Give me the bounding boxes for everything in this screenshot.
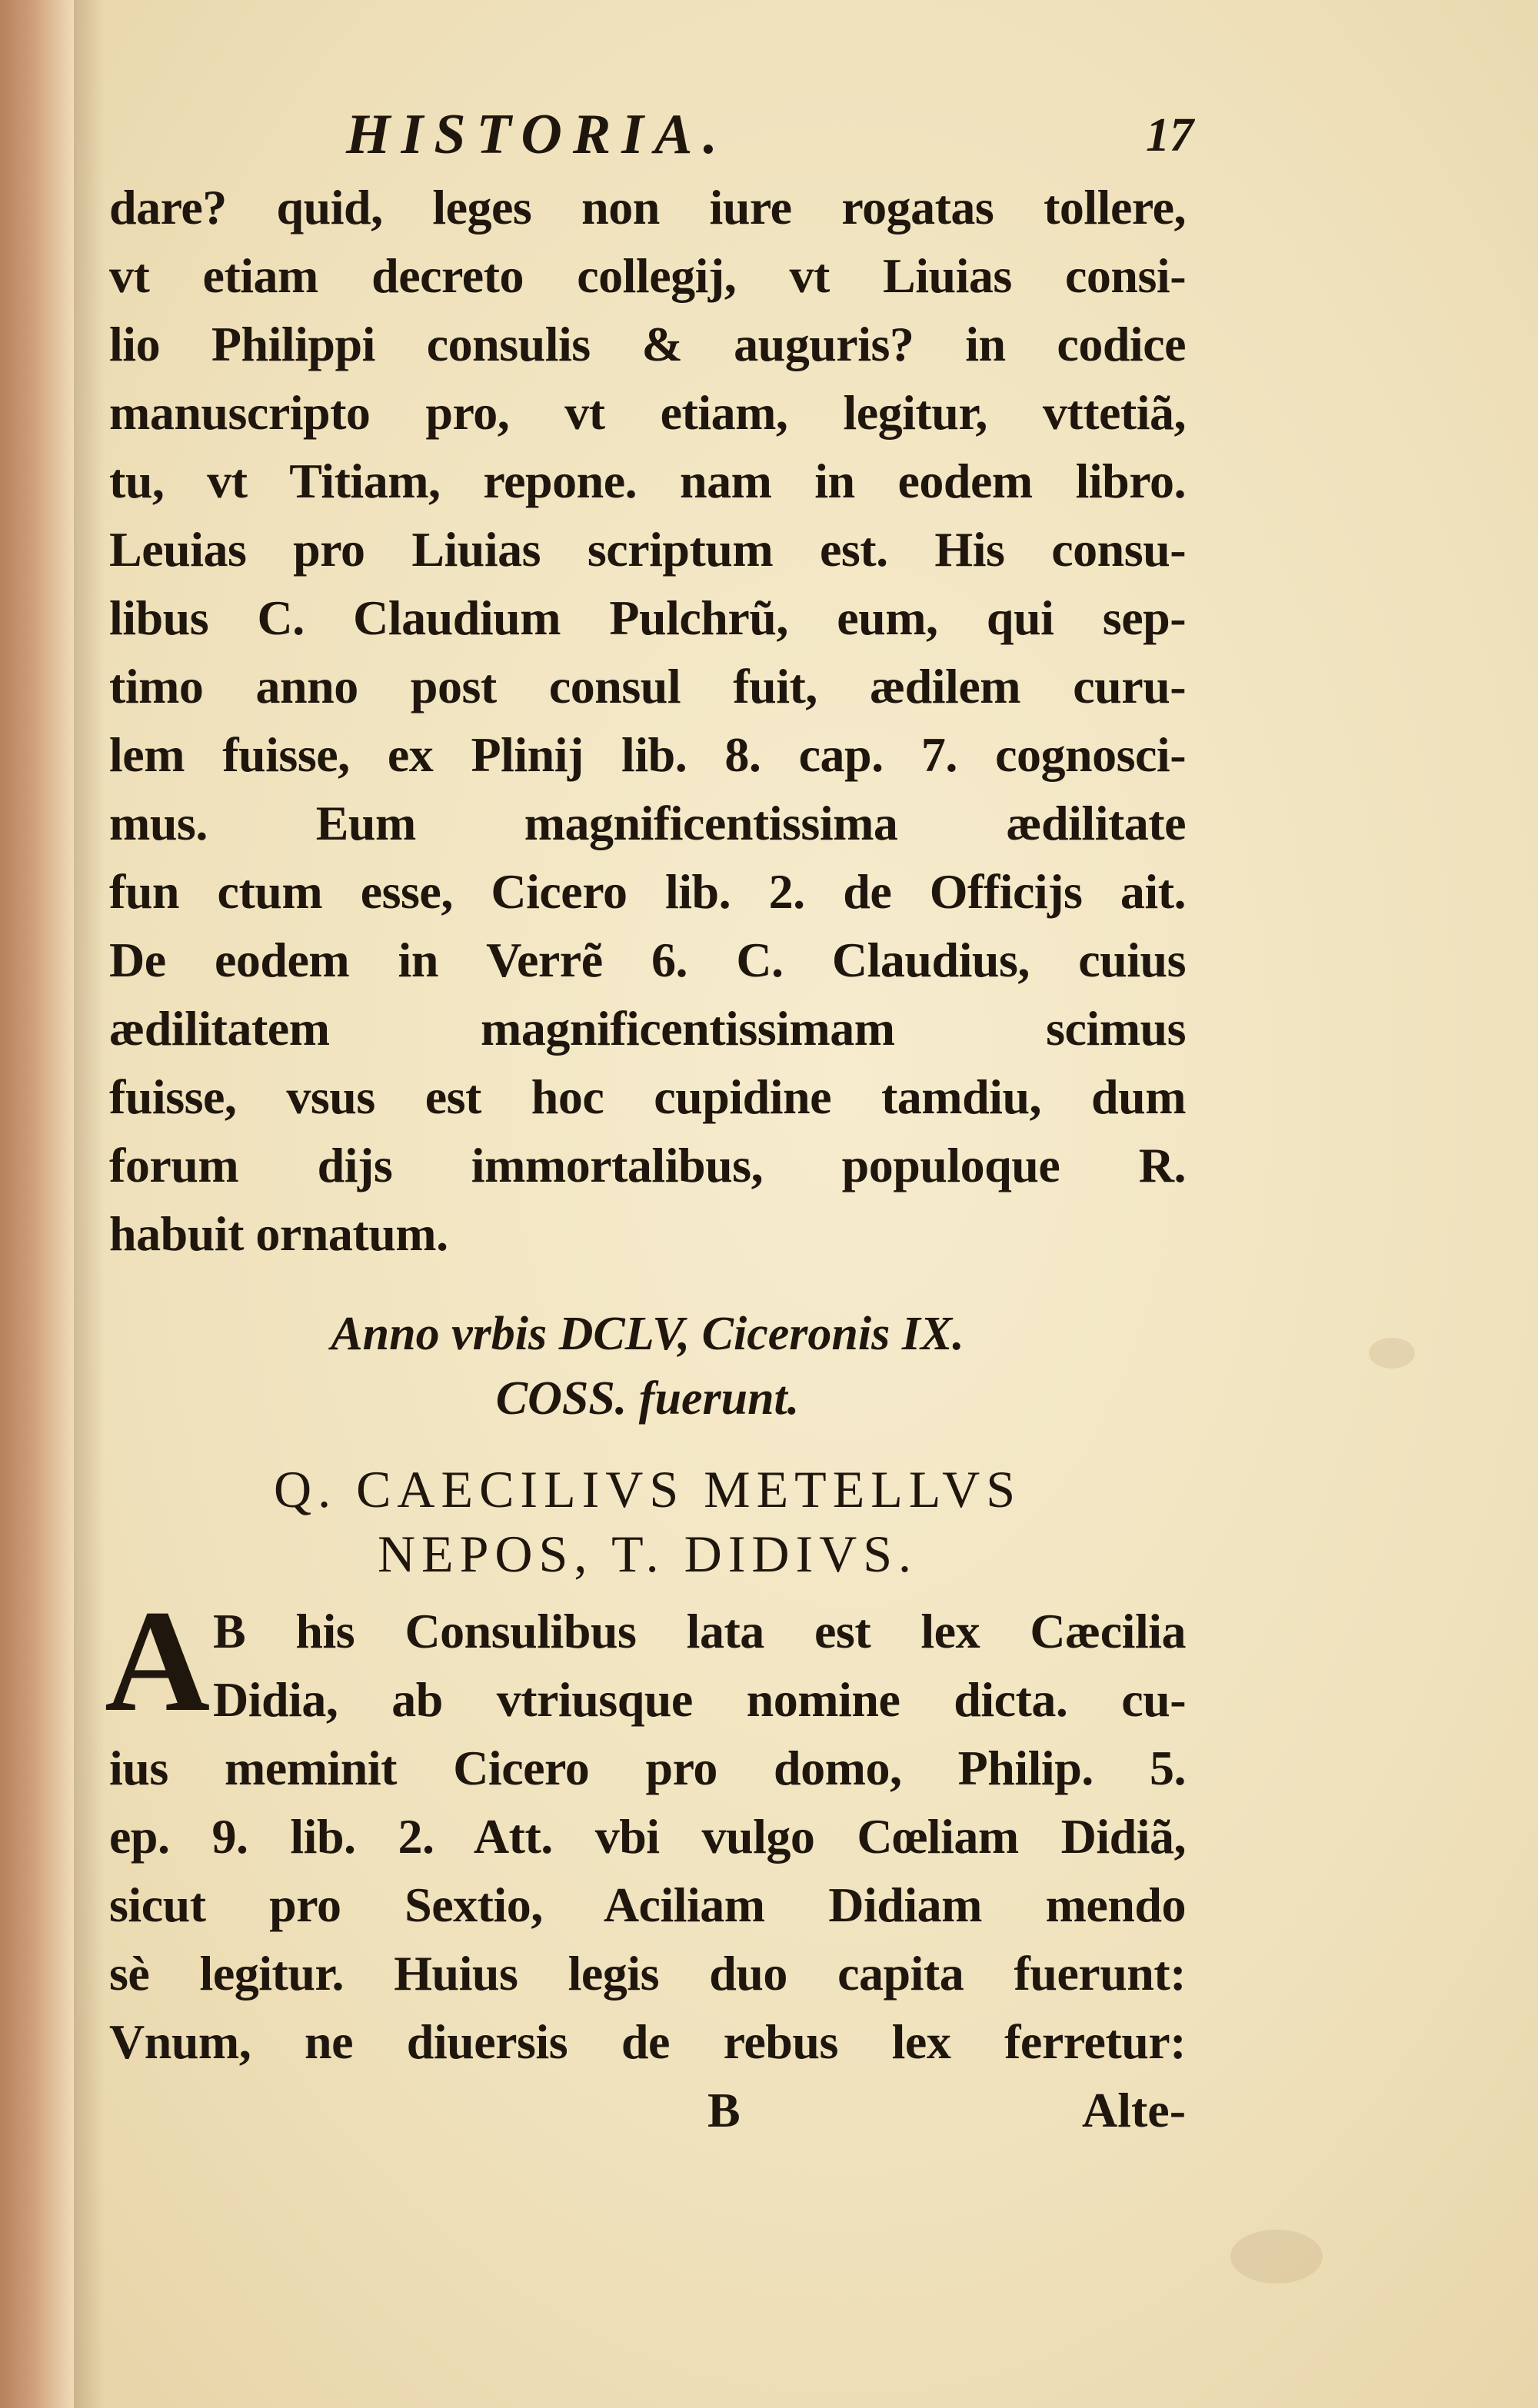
catchword: Alte- (1081, 2083, 1186, 2137)
section-heading (109, 1302, 1186, 1431)
text-line: Didia, ab vtriusque nomine dicta. cu- (213, 1672, 1186, 1727)
text-block (105, 103, 1193, 2144)
consuls-line: NEPOS, T. DIDIVS. (377, 1525, 918, 1583)
paper-stain (1230, 2230, 1323, 2283)
section-heading-line: Anno vrbis DCLV, Ciceronis IX. (331, 1308, 964, 1360)
page-footer (109, 2076, 1186, 2144)
text-line: sicut pro Sextio, Aciliam Didiam mendo (109, 1878, 1186, 1932)
text-line: sè legitur. Huius legis duo capita fuerunt: (109, 1946, 1186, 2001)
text-line: fun ctum esse, Cicero lib. 2. de Officijs ait. (109, 864, 1186, 919)
folio-number: 17 (1146, 109, 1193, 161)
text-line: forum dijs immortalibus, populoque R. (109, 1138, 1186, 1192)
text-line: habuit ornatum. (109, 1206, 448, 1261)
section-heading-line: COSS. fuerunt. (495, 1372, 800, 1425)
text-line: ius meminit Cicero pro domo, Philip. 5. (109, 1741, 1186, 1795)
text-line: lio Philippi consulis & auguris? in codice (109, 317, 1186, 371)
text-line: Vnum, ne diuersis de rebus lex ferretur: (109, 2014, 1186, 2069)
text-line: mus. Eum magnificentissima ædilitate (109, 796, 1186, 850)
text-line: ædilitatem magnificentissimam scimus (109, 1001, 1186, 1056)
text-line: lem fuisse, ex Plinij lib. 8. cap. 7. cognosci- (109, 727, 1186, 782)
text-line: manuscripto pro, vt etiam, legitur, vttetiã, (109, 385, 1186, 440)
gutter-shadow (74, 0, 105, 2408)
text-line: ep. 9. lib. 2. Att. vbi vulgo Cœliam Didiã, (109, 1809, 1186, 1864)
consuls-line: Q. CAECILIVS METELLVS (273, 1460, 1022, 1518)
paper-stain (1369, 1338, 1415, 1369)
drop-cap: A (105, 1581, 211, 1742)
book-gutter (0, 0, 74, 2408)
text-line: fuisse, vsus est hoc cupidine tamdiu, dum (109, 1069, 1186, 1124)
consuls-heading (109, 1457, 1186, 1586)
text-line: Leuias pro Liuias scriptum est. His consu- (109, 522, 1186, 577)
signature-mark: B (707, 2083, 741, 2137)
dropcap-block (105, 1581, 1186, 1742)
page-header (109, 103, 1193, 173)
text-line: vt etiam decreto collegij, vt Liuias consi- (109, 248, 1186, 303)
text-line: De eodem in Verrẽ 6. C. Claudius, cuius (109, 933, 1186, 987)
paragraph-1 (109, 173, 1186, 1268)
text-line: dare? quid, leges non iure rogatas tollere, (109, 180, 1186, 234)
text-line: B his Consulibus lata est lex Cæcilia (213, 1604, 1186, 1658)
text-line: timo anno post consul fuit, ædilem curu- (109, 659, 1186, 713)
paragraph-2 (105, 1581, 1186, 2076)
text-line: tu, vt Titiam, repone. nam in eodem libro. (109, 454, 1186, 508)
text-line: libus C. Claudium Pulchrũ, eum, qui sep- (109, 590, 1186, 645)
running-title: HISTORIA. (346, 103, 728, 166)
